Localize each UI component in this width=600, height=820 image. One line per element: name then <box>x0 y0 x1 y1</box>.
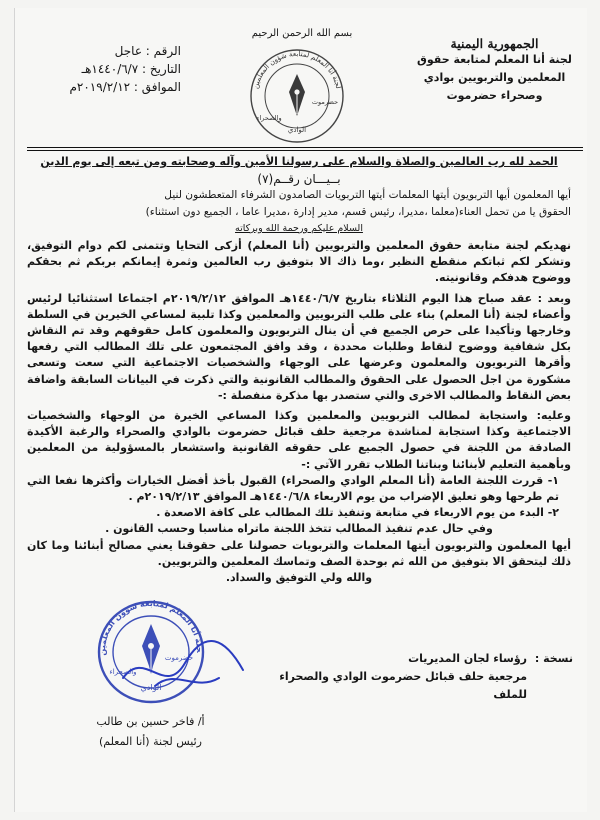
decision-item-2: ٢- البدء من يوم الاربعاء في متابعة وتنفيذ تلك المطالب على كافة الاصعدة . <box>156 506 559 520</box>
top-seal-bottom-word: الوادي <box>287 126 307 134</box>
copy-recipient: للملف <box>493 688 527 701</box>
opening-salutation: الحمد لله رب العالمين والصلاة والسلام على رسولنا الأمين وآله وصحابته ومن تبعه إلى يوم الدين <box>40 155 558 168</box>
copy-recipient: رؤساء لجان المديريات <box>408 652 527 665</box>
closing-line: والله ولي التوفيق والسداد. <box>225 571 373 585</box>
paragraph-meeting: وبعد : عقد صباح هذا اليوم الثلاثاء بتاريخ ١٤٤٠/٦/٧هـ الموافق ٢٠١٩/٢/١٢م اجتماعا استثنائيا لرئيس وأعضاء لجنة (أنا المعلم) بناء على طلب التربويين والمعلمين وكذا تلبية لمساعي الخيرين في السلطة وخارجها وتأكيدا على حرص الجميع في أن ينال التربويون والمعلمون كامل حقوقهم وقد تم النقاش بكل شفافية ووضوح لنقاط وطلبات محددة ، وقد وافق المجتمعون على تلك المطالب التي رفعها وأقرها التربويون والمعلمون وعرضها على الوجهاء والشخصيات الاجتماعية التي سعت وتسعى مشكورة من اجل الحصول على الحقوق والمطالب القانونية والتي ذكرت في البيانات السابقة واضافة بعض النقاط والمطالب الاخرى والتي ستصدر بها مذكرة منفصلة :- <box>27 291 571 402</box>
copy-recipient: مرجعية حلف قبائل حضرموت الوادي والصحراء <box>279 670 527 683</box>
header-divider-2 <box>27 150 583 151</box>
header-divider <box>27 147 583 148</box>
letter-page <box>14 8 587 812</box>
letterhead-org-block <box>412 36 577 105</box>
statement-title: بــيـــان رقــم(٧) <box>257 172 341 187</box>
stamp-right-word: حضرموت <box>164 654 194 662</box>
stamp-ring-text: جنة أنا المعلم لمتابعة شؤون المعلمين <box>97 598 205 656</box>
handwritten-signature <box>115 608 255 708</box>
statement-body <box>27 154 571 586</box>
org-name-line-1: لجنة أنا المعلم لمتابعة حقوق <box>417 53 572 66</box>
decision-item-1: ١- قررت اللجنة العامة (أنا المعلم الوادي والصحراء) القبول بأخذ أفضل الخيارات وأكثرها نفعا التي تم طرحها وهو تعليق الإضراب من يوم الاربعاء ١٤٤٠/٦/٨هـ الموافق ٢٠١٩/٢/١٣م . <box>27 473 559 504</box>
org-name-line-3: وصحراء حضرموت <box>446 89 543 102</box>
top-seal-right-word: حضرموت <box>311 98 339 106</box>
basmala: بسم الله الرحمن الرحيم <box>251 28 353 39</box>
paragraph-decision: وعليه: واستجابة لمطالب التربويين والمعلمين وكذا المساعي الخيرة من الوجهاء والشخصيات الاجتماعية وكذا استجابة لمناشدة مرجعية حلف قبائل حضرموت بالوادي والصحراء والرغبة الأكيدة الصادقة من اللجنة في حصول الجميع على حقوقه القانونية واستشعار بالمسؤولية من المعلمين وبأهمية التعليم لأبنائنا وبناتنا الطلاب تقرر الآتي :- <box>27 409 571 471</box>
country-name: الجمهورية اليمنية <box>450 36 539 51</box>
top-seal-ring-text: لجنة أنا المعلم لمتابعة شؤون المعلمين <box>251 49 343 90</box>
paragraph-contingency: وفي حال عدم تنفيذ المطالب تتخذ اللجنة ماتراه مناسبا وحسب القانون . <box>105 522 493 536</box>
paragraph-appeal: أيها المعلمون والتربويون أيتها المعلمات والتربويات حصولنا على حقوقنا يعني مصالح أبنائنا وما كان ذلك ليتحقق الا بتوفيق من الله ثم بوحدة الصف وتماسك المعلمين والتربويين. <box>27 538 571 568</box>
signatory-name: أ/ فاخر حسين بن طالب <box>96 715 205 728</box>
copies-list <box>277 650 527 704</box>
signatory-title: رئيس لجنة (أنا المعلم) <box>99 735 202 748</box>
copies-label: نسخة : <box>534 652 573 665</box>
stamp-left-word: والصحراء <box>109 668 137 676</box>
address-line-2: الحقوق يا من تحمل العناء(معلما ،مديرا، رئيس قسم، مدير إدارة ،مديرا عاما ، الجميع دون استثناء) <box>145 205 571 218</box>
signatory-block <box>63 712 238 752</box>
top-seal-left-word: والصحراء <box>256 114 282 122</box>
paragraph-intro: نهديكم لجنة متابعة حقوق المعلمين والتربويين (أنا المعلم) أزكى التحايا وتتمنى لكم دوام التوفيق، وتشكر لكم ثباتكم منقطع النظير ،وما ذاك الا بتوفيق رب العالمين وثمرة إيمانكم بربكم ثم بحقكم ووضوح هدفكم وقانونيته. <box>27 239 571 285</box>
reference-block <box>31 42 181 96</box>
greeting: السلام عليكم ورحمة الله وبركاته <box>235 222 363 234</box>
org-name-line-2: المعلمين والتربويين بوادي <box>423 71 566 84</box>
date-hijri: التاريخ : ١٤٤٠/٦/٧هـ <box>81 62 181 76</box>
date-gregorian: الموافق : ٢٠١٩/٢/١٢م <box>69 80 181 94</box>
top-seal-logo <box>243 44 351 144</box>
reference-number: الرقم : عاجل <box>114 44 181 58</box>
address-line-1: أيها المعلمون أيها التربويون أيتها المعلمات أيتها التربويات الصامدون الشرفاء المتعطشون لنيل <box>164 189 571 202</box>
stamp-bottom-word: الوادي <box>140 683 162 692</box>
